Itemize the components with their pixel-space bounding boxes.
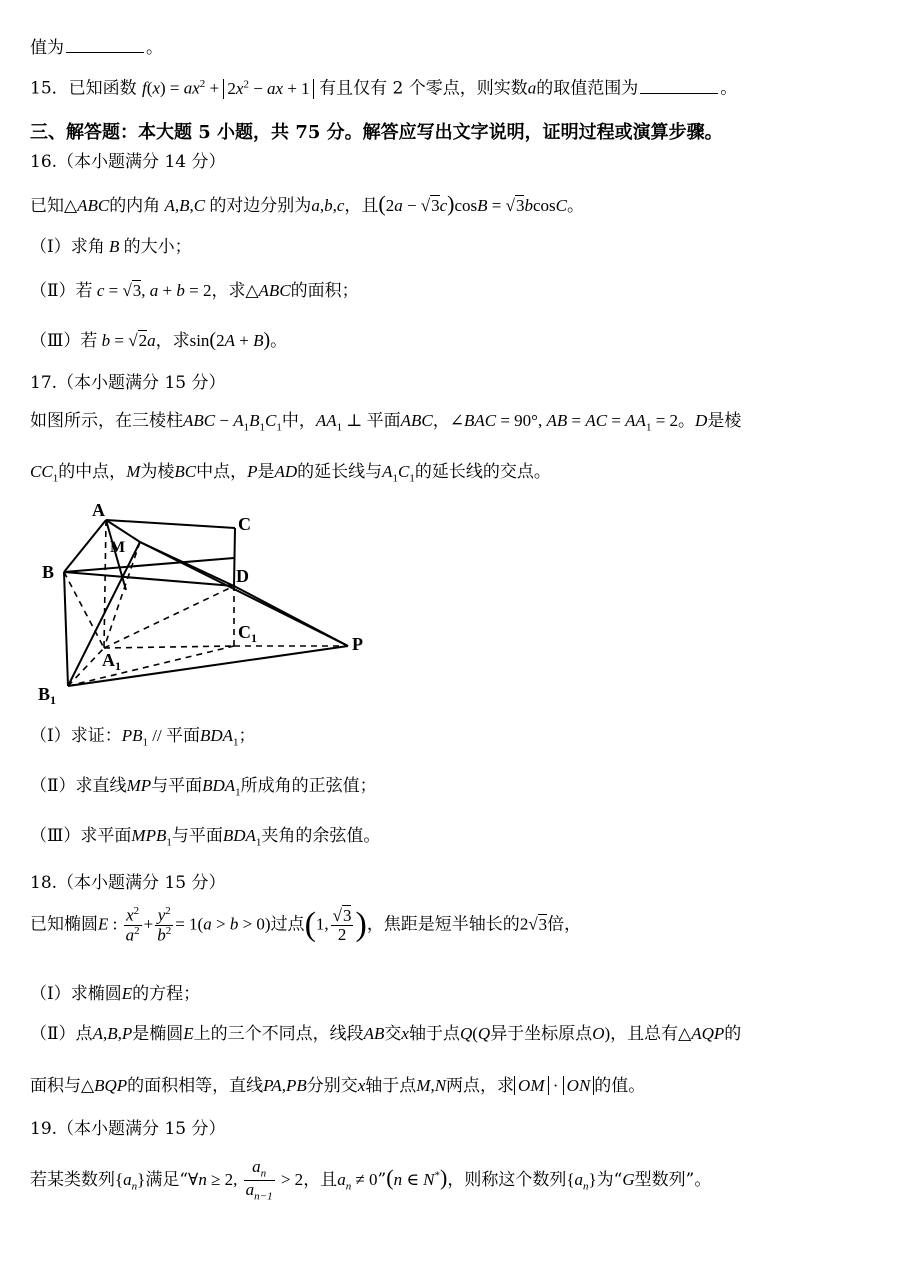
q19-stem: 若某类数列$\{a_n\}$满足“∀n ≥ 2, $\frac{a_n}{a_{n-1}}$ > 2，且$a_n$ ≠ 0”(n ∈ N*)，则称这个数列$\{a_n\}$为“G型数列”。 <box>30 1157 712 1203</box>
label-B: B <box>42 562 55 582</box>
abs-expression: $2x^2$ − ax + 1 <box>223 79 313 99</box>
edge-A1C1 <box>104 646 234 648</box>
answer-blank <box>640 79 718 94</box>
question-15: 15．已知函数 $f(x) = ax^2 + 2x^2$ − ax + 1 有且仅有 2 个零点，则实数a的取值范围为 。 <box>30 78 738 99</box>
edge-BB1 <box>64 572 68 686</box>
label-C1: $C_1$ <box>238 622 257 645</box>
q18-stem: 已知椭圆E : $\frac{x^2}{a^2}$ + $\frac{y^2}{b^2}$ = 1(a > b > 0)过点(1, $\frac{√3}{2}$ )，焦距是短半轴长的2√3倍， <box>30 905 582 945</box>
q17-stem-2: $CC_1$的中点，M为棱BC中点，P是AD的延长线与$A_1C_1$的延长线的交点。 <box>30 462 551 485</box>
edge-BA1 <box>64 572 104 648</box>
q17-header: 17.（本小题满分 15 分） <box>30 373 226 393</box>
prism-figure <box>30 498 370 708</box>
q17-part-3: （Ⅲ）求平面$MPB_1$与平面$BDA_1$夹角的余弦值。 <box>30 826 381 849</box>
q16-part-1: （Ⅰ）求角 B 的大小； <box>30 237 192 257</box>
q16-part-3: （Ⅲ）若 b = √2a，求sin(2A + B)。 <box>30 329 288 351</box>
vertex-labels <box>38 500 363 707</box>
label-D: D <box>236 566 249 586</box>
q15-function: f <box>142 78 147 98</box>
q18-part-2-line2: 面积与△BQP的面积相等，直线PA,PB分别交x轴于点M,N两点，求 OM · ON 的值。 <box>30 1076 646 1096</box>
label-B1: $B_1$ <box>38 684 57 707</box>
q19-header: 19.（本小题满分 15 分） <box>30 1119 226 1139</box>
edge-B1A1 <box>68 648 104 686</box>
q17-part-2: （Ⅱ）求直线MP与平面$BDA_1$所成角的正弦值； <box>30 776 377 799</box>
q18-header: 18.（本小题满分 15 分） <box>30 873 226 893</box>
edge-AB <box>64 520 106 572</box>
q16-part-2: （Ⅱ）若 c = √3, a + b = 2，求△ABC的面积； <box>30 281 359 301</box>
edge-AC <box>106 520 235 528</box>
label-C: C <box>238 514 251 534</box>
q16-header: 16.（本小题满分 14 分） <box>30 152 226 172</box>
q18-part-2-line1: （Ⅱ）点A,B,P是椭圆E上的三个不同点，线段AB交x轴于点Q(Q异于坐标原点O)，且总有△AQP的 <box>30 1024 742 1044</box>
edge-AA1 <box>104 520 106 648</box>
edge-A1D <box>104 586 234 648</box>
label-P: P <box>352 634 363 654</box>
edge-CD <box>234 528 235 586</box>
answer-line-14: 值为 。 <box>30 38 163 58</box>
q18-part-1: （Ⅰ）求椭圆E的方程； <box>30 984 201 1004</box>
label-A1: $A_1$ <box>102 650 121 673</box>
answer-blank <box>66 38 144 53</box>
label-A: A <box>92 500 105 520</box>
q16-stem: 已知△ABC的内角 A,B,C 的对边分别为a,b,c，且(2a − √3c)cosB = √3bcosC。 <box>30 191 584 216</box>
q17-stem-1: 如图所示，在三棱柱ABC − $A_1B_1C_1$中，$AA_1$ ⊥ 平面ABC，∠BAC = 90°, AB = AC = $AA_1 = 2$。D是棱 <box>30 411 742 434</box>
edge-BC <box>64 558 234 572</box>
label-M: M <box>110 539 126 556</box>
section-heading: 三、解答题：本大题 5 小题，共 75 分。解答应写出文字说明，证明过程或演算步骤。 <box>30 122 723 143</box>
edge-MA1 <box>104 542 140 648</box>
q17-part-1: （Ⅰ）求证：$PB_1$ // 平面$BDA_1$； <box>30 726 256 749</box>
